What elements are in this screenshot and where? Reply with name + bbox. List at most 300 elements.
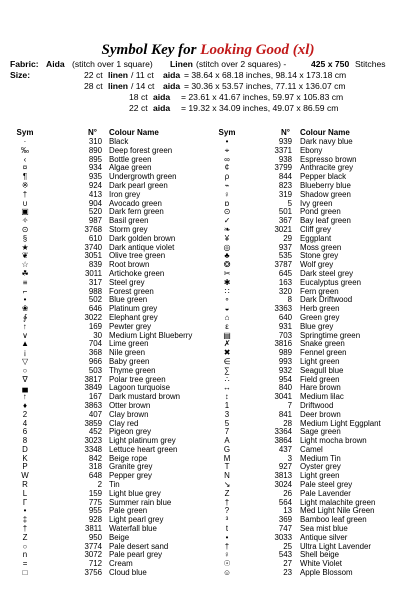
table-row: [0, 235, 416, 244]
dmc-number: 935: [88, 172, 102, 182]
colour-name: Dark fern green: [109, 207, 164, 217]
colour-name: Nile green: [109, 348, 145, 358]
symbol: †: [22, 189, 28, 199]
colour-name: Bamboo leaf green: [300, 515, 367, 525]
dmc-number: 520: [88, 207, 102, 217]
dmc-number: 3740: [84, 242, 102, 252]
colour-name: Deer brown: [300, 409, 341, 419]
fabric-aida: Aida: [46, 59, 65, 69]
symbol: ¢: [224, 163, 230, 173]
table-row: [0, 279, 416, 288]
colour-name: Dark Driftwood: [300, 295, 353, 305]
symbol: ∘: [224, 295, 230, 305]
dmc-number: 320: [278, 286, 292, 296]
table-row: [0, 367, 416, 376]
colour-name: Ebony: [300, 145, 323, 155]
table-row: [0, 463, 416, 472]
symbol: ❧: [223, 224, 231, 234]
dmc-number: 704: [88, 339, 102, 349]
dmc-number: 890: [88, 145, 102, 155]
fabric-aida-desc: (stitch over 1 square): [72, 59, 153, 69]
dmc-number: 310: [88, 137, 102, 146]
dmc-number: 27: [283, 559, 292, 569]
dmc-number: 842: [88, 453, 102, 463]
colour-name: Medium Light Eggplant: [300, 418, 381, 428]
colour-name: Pale pearl grey: [109, 550, 163, 560]
symbol: ▤: [223, 330, 231, 340]
symbol: ↑: [23, 321, 27, 331]
symbol: ɒ: [224, 198, 230, 208]
colour-name: Artichoke green: [109, 268, 165, 278]
symbol: ⌁: [224, 180, 230, 190]
symbol: □: [22, 568, 28, 578]
dmc-number: 3023: [84, 436, 102, 446]
table-row: [0, 200, 416, 209]
symbol: ✖: [223, 348, 231, 358]
colour-name: Lettuce heart green: [109, 444, 178, 454]
dmc-number: 3817: [84, 374, 102, 384]
dmc-number: 3033: [274, 532, 292, 542]
symbol: ↕: [225, 392, 229, 402]
dmc-number: 3072: [84, 550, 102, 560]
colour-name: Sage green: [300, 427, 341, 437]
table-row: [0, 481, 416, 490]
table-row: [0, 208, 416, 217]
colour-name: Fennel green: [300, 348, 347, 358]
symbol: ∑: [224, 365, 230, 375]
symbol: R: [22, 480, 28, 490]
size-dims: = 23.61 x 41.67 inches, 59.97 x 105.83 cm: [181, 92, 344, 102]
dmc-number: 640: [278, 312, 292, 322]
dmc-number: 317: [88, 277, 102, 287]
colour-name: Root brown: [109, 260, 150, 270]
table-row: [0, 446, 416, 455]
colour-name: Springtime green: [300, 330, 361, 340]
title-prefix: Symbol Key for: [101, 42, 201, 58]
dmc-number: 839: [88, 260, 102, 270]
dmc-number: 26: [283, 488, 292, 498]
symbol: •: [23, 295, 27, 305]
colour-name: Field green: [300, 374, 340, 384]
column-header-sym: Sym: [218, 128, 236, 137]
symbol: ♀: [224, 189, 230, 199]
symbol: Z: [22, 532, 28, 542]
colour-name: Wolf grey: [300, 260, 334, 270]
colour-name: Elephant grey: [109, 312, 158, 322]
colour-name: Pale desert sand: [109, 541, 169, 551]
dmc-number: 28: [283, 418, 292, 428]
colour-name: Lagoon turquoise: [109, 383, 170, 393]
table-row: [0, 455, 416, 464]
dmc-number: 319: [278, 189, 292, 199]
dmc-number: 610: [88, 233, 102, 243]
symbol: ∨: [22, 330, 28, 340]
dmc-number: 23: [283, 568, 292, 578]
dmc-number: 8: [287, 295, 292, 305]
symbol: ∇: [22, 374, 28, 384]
dmc-number: 954: [278, 374, 292, 384]
table-row: [0, 138, 416, 147]
symbol: ³: [225, 515, 229, 525]
table-row: [0, 226, 416, 235]
dmc-number: 932: [278, 365, 292, 375]
page-title: [0, 42, 416, 59]
symbol: M: [223, 453, 231, 463]
colour-name: Basil green: [109, 216, 149, 226]
symbol: G: [223, 444, 231, 454]
symbol: ✱: [223, 277, 231, 287]
dmc-number: 938: [278, 154, 292, 164]
dmc-number: 712: [88, 559, 102, 569]
dmc-number: 645: [278, 268, 292, 278]
symbol: ▲: [21, 339, 29, 349]
dmc-number: 369: [278, 515, 292, 525]
colour-name: Light blue grey: [109, 488, 161, 498]
symbol: ∷: [224, 286, 230, 296]
size-fabric-2: aida: [163, 81, 181, 91]
symbol: ☺: [222, 568, 232, 578]
dmc-number: 503: [88, 365, 102, 375]
colour-name: Antique silver: [300, 532, 348, 542]
colour-name: Pale Lavender: [300, 488, 351, 498]
column-header-colour-name: Colour Name: [300, 128, 350, 137]
symbol: ♣: [224, 251, 230, 261]
symbol: ε: [225, 321, 229, 331]
symbol: ∞: [224, 154, 230, 164]
dmc-number: 988: [88, 286, 102, 296]
size-tail: / 14 ct: [131, 81, 155, 91]
dmc-number: 3041: [274, 392, 292, 402]
symbol: 3: [224, 409, 230, 419]
colour-name: White Violet: [300, 559, 342, 569]
dmc-number: 163: [278, 277, 292, 287]
symbol: ▽: [21, 356, 29, 366]
colour-name: Light mocha brown: [300, 436, 367, 446]
dmc-number: 452: [88, 427, 102, 437]
dmc-number: 3863: [84, 400, 102, 410]
dmc-number: 318: [88, 462, 102, 472]
table-row: [0, 384, 416, 393]
column-header-colour-name: Colour Name: [109, 128, 159, 137]
symbol: P: [22, 462, 28, 472]
dmc-number: 646: [88, 304, 102, 314]
symbol: ↘: [223, 480, 231, 490]
colour-name: Clay brown: [109, 409, 149, 419]
table-row: [0, 173, 416, 182]
symbol: †: [224, 541, 230, 551]
dmc-number: 3371: [274, 145, 292, 155]
colour-name: Pale steel grey: [300, 480, 353, 490]
fabric-stitches: 425 x 750: [311, 59, 350, 69]
symbol: ✂: [223, 268, 231, 278]
colour-name: Platinum grey: [109, 304, 158, 314]
table-row: [0, 472, 416, 481]
symbol: T: [224, 462, 230, 472]
colour-name: Cloud blue: [109, 568, 147, 578]
colour-name: Shell beige: [300, 550, 340, 560]
dmc-number: 3756: [84, 568, 102, 578]
table-row: [0, 349, 416, 358]
colour-name: Bottle green: [109, 154, 152, 164]
symbol: 1: [224, 400, 230, 410]
colour-name: Clay red: [109, 418, 139, 428]
colour-name: Anthracite grey: [300, 163, 354, 173]
symbol: ∈: [223, 356, 231, 366]
dmc-number: 502: [88, 295, 102, 305]
colour-name: Seagull blue: [300, 365, 344, 375]
colour-name: Dark golden brown: [109, 233, 176, 243]
table-row: [0, 332, 416, 341]
dmc-number: 3: [287, 453, 292, 463]
dmc-number: 29: [283, 233, 292, 243]
dmc-number: 7: [287, 400, 292, 410]
symbol: ◎: [223, 242, 231, 252]
dmc-number: 535: [278, 251, 292, 261]
colour-name: Pepper black: [300, 172, 347, 182]
symbol: ☉: [223, 559, 231, 569]
colour-name: Beige rope: [109, 453, 148, 463]
symbol: •: [225, 137, 229, 146]
colour-name: Pewter grey: [109, 321, 152, 331]
table-row: [0, 543, 416, 552]
dmc-number: 167: [88, 392, 102, 402]
dmc-number: 5: [287, 198, 292, 208]
dmc-number: 3774: [84, 541, 102, 551]
symbol: §: [22, 233, 28, 243]
table-row: [0, 340, 416, 349]
symbol: ¤: [22, 163, 28, 173]
colour-name: Sea mist blue: [300, 524, 348, 534]
symbol: A: [224, 436, 230, 446]
symbol: n: [22, 550, 28, 560]
fabric-linen: Linen: [170, 59, 193, 69]
symbol: ≡: [22, 277, 28, 287]
symbol: ⊙: [223, 207, 231, 217]
size-fabric: aida: [153, 92, 171, 102]
symbol: W: [21, 471, 29, 481]
table-row: [0, 393, 416, 402]
symbol: ¡: [23, 348, 27, 358]
symbol: =: [22, 559, 28, 569]
colour-name: Deep forest green: [109, 145, 173, 155]
dmc-number: 501: [278, 207, 292, 217]
symbol: K: [22, 453, 28, 463]
dmc-number: 3021: [274, 224, 292, 234]
colour-name: Avocado green: [109, 198, 162, 208]
symbol: 8: [22, 436, 28, 446]
colour-name: Light green: [300, 471, 340, 481]
dmc-number: 13: [283, 506, 292, 516]
size-fabric: aida: [153, 103, 171, 113]
symbol: ?: [224, 506, 230, 516]
symbol: ☆: [21, 260, 29, 270]
dmc-number: 413: [88, 189, 102, 199]
fabric-label: Fabric:: [10, 59, 39, 69]
symbol: ⌖: [224, 145, 230, 155]
table-row: [0, 261, 416, 270]
colour-name: Forest green: [109, 286, 154, 296]
table-row: [0, 305, 416, 314]
colour-name: Pale green: [109, 506, 148, 516]
colour-name: Med Light Nile Green: [300, 506, 375, 516]
size-fabric: linen: [108, 81, 129, 91]
symbol: L: [22, 488, 28, 498]
colour-name: Dark navy blue: [300, 137, 353, 146]
colour-name: Summer rain blue: [109, 497, 172, 507]
symbol: Z: [224, 488, 230, 498]
colour-name: Pond green: [300, 207, 341, 217]
colour-name: Medium lilac: [300, 392, 344, 402]
symbol: ▣: [21, 207, 29, 217]
dmc-number: 928: [88, 515, 102, 525]
colour-name: Oyster grey: [300, 462, 341, 472]
size-count: 28 ct: [84, 81, 103, 91]
dmc-number: 437: [278, 444, 292, 454]
dmc-number: 895: [88, 154, 102, 164]
dmc-number: 841: [278, 409, 292, 419]
symbol: t: [225, 524, 229, 534]
symbol: •: [23, 506, 27, 516]
table-row: [0, 358, 416, 367]
table-row: [0, 164, 416, 173]
symbol: ✧: [21, 216, 29, 226]
table-row: [0, 296, 416, 305]
symbol: ❀: [21, 304, 29, 314]
colour-name: Tin: [109, 480, 120, 490]
colour-name: Eucalyptus green: [300, 277, 361, 287]
dmc-number: 367: [278, 216, 292, 226]
colour-name: Moss green: [300, 242, 342, 252]
colour-name: Ultra Light Lavender: [300, 541, 372, 551]
size-tail: / 11 ct: [131, 70, 154, 80]
symbol: ○: [22, 541, 28, 551]
symbol: ρ: [224, 172, 230, 182]
colour-name: Green grey: [300, 312, 340, 322]
colour-name: Otter brown: [109, 400, 151, 410]
size-count: 18 ct: [129, 92, 148, 102]
dmc-number: 2: [97, 480, 102, 490]
dmc-number: 3813: [274, 471, 292, 481]
table-row: [0, 376, 416, 385]
size-dims: = 19.32 x 34.09 inches, 49.07 x 86.59 cm: [181, 103, 339, 113]
dmc-number: 987: [88, 216, 102, 226]
symbol: ∲: [22, 312, 28, 322]
symbol: ↔: [223, 383, 231, 393]
colour-name: Camel: [300, 444, 323, 454]
dmc-number: 3024: [274, 480, 292, 490]
dmc-number: 989: [278, 348, 292, 358]
colour-name: Medium Tin: [300, 453, 341, 463]
colour-name: Snake green: [300, 339, 345, 349]
column-header-sym: Sym: [16, 128, 34, 137]
colour-name: Beige: [109, 532, 130, 542]
colour-name: Light platinum grey: [109, 436, 176, 446]
dmc-number: 3363: [274, 304, 292, 314]
table-row: [0, 569, 416, 578]
colour-name: Waterfall blue: [109, 524, 157, 534]
colour-name: Lime green: [109, 339, 149, 349]
dmc-number: 159: [88, 488, 102, 498]
colour-name: Shadow green: [300, 189, 351, 199]
dmc-number: 966: [88, 356, 102, 366]
dmc-number: 931: [278, 321, 292, 331]
column-header-number: N°: [281, 128, 290, 137]
symbol-key-table: [0, 138, 416, 578]
table-row: [0, 314, 416, 323]
symbol: Γ: [22, 497, 28, 507]
dmc-number: 3811: [85, 524, 102, 534]
colour-name: Pepper grey: [109, 471, 152, 481]
fabric-linen-desc: (stitch over 2 squares) -: [196, 59, 287, 69]
dmc-number: 3787: [274, 260, 292, 270]
table-row: [0, 191, 416, 200]
dmc-number: 3022: [84, 312, 102, 322]
symbol: ※: [21, 180, 29, 190]
colour-name: Bay leaf green: [300, 216, 351, 226]
dmc-number: 3849: [84, 383, 102, 393]
symbol: ¶: [22, 172, 28, 182]
symbol: ‹: [23, 154, 27, 164]
size-count: 22 ct: [84, 70, 103, 80]
symbol: ★: [21, 242, 29, 252]
colour-name: Medium Light Blueberry: [109, 330, 193, 340]
colour-name: Hare brown: [300, 383, 341, 393]
colour-name: Polar tree green: [109, 374, 166, 384]
symbol: ♀: [224, 550, 230, 560]
dmc-number: 840: [278, 383, 292, 393]
table-row: [0, 244, 416, 253]
dmc-number: 703: [278, 330, 292, 340]
dmc-number: 648: [88, 471, 102, 481]
dmc-number: 939: [278, 137, 292, 146]
dmc-number: 3364: [274, 427, 292, 437]
dmc-number: 407: [88, 409, 102, 419]
column-header-number: N°: [88, 128, 97, 137]
table-row: [0, 156, 416, 165]
table-row: [0, 437, 416, 446]
table-row: [0, 288, 416, 297]
dmc-number: 169: [88, 321, 102, 331]
table-row: [0, 525, 416, 534]
size-dims: = 38.64 x 68.18 inches, 98.14 x 173.18 cm: [184, 70, 347, 80]
colour-name: Blue grey: [300, 321, 334, 331]
colour-name: Baby green: [109, 356, 150, 366]
dmc-number: 823: [278, 180, 292, 190]
colour-name: Black: [109, 137, 129, 146]
colour-name: Light green: [300, 356, 340, 366]
colour-name: Granite grey: [109, 462, 153, 472]
colour-name: Dark steel grey: [300, 268, 354, 278]
symbol: ✓: [223, 216, 231, 226]
dmc-number: 955: [88, 506, 102, 516]
dmc-number: 3011: [85, 268, 102, 278]
dmc-number: 3859: [84, 418, 102, 428]
colour-name: Cliff grey: [300, 224, 331, 234]
symbol: ⌂: [224, 312, 230, 322]
table-row: [0, 402, 416, 411]
colour-name: Olive tree green: [109, 251, 166, 261]
colour-name: Dark antique violet: [109, 242, 175, 252]
title-pattern-name: Looking Good (xl): [200, 42, 315, 58]
size-count: 22 ct: [129, 103, 148, 113]
dmc-number: 993: [278, 356, 292, 366]
symbol: †: [22, 524, 28, 534]
colour-name: Storm grey: [109, 224, 148, 234]
symbol: ⌐: [22, 286, 28, 296]
symbol: 7: [224, 427, 230, 437]
colour-name: Thyme green: [109, 365, 156, 375]
colour-name: Steel grey: [109, 277, 145, 287]
